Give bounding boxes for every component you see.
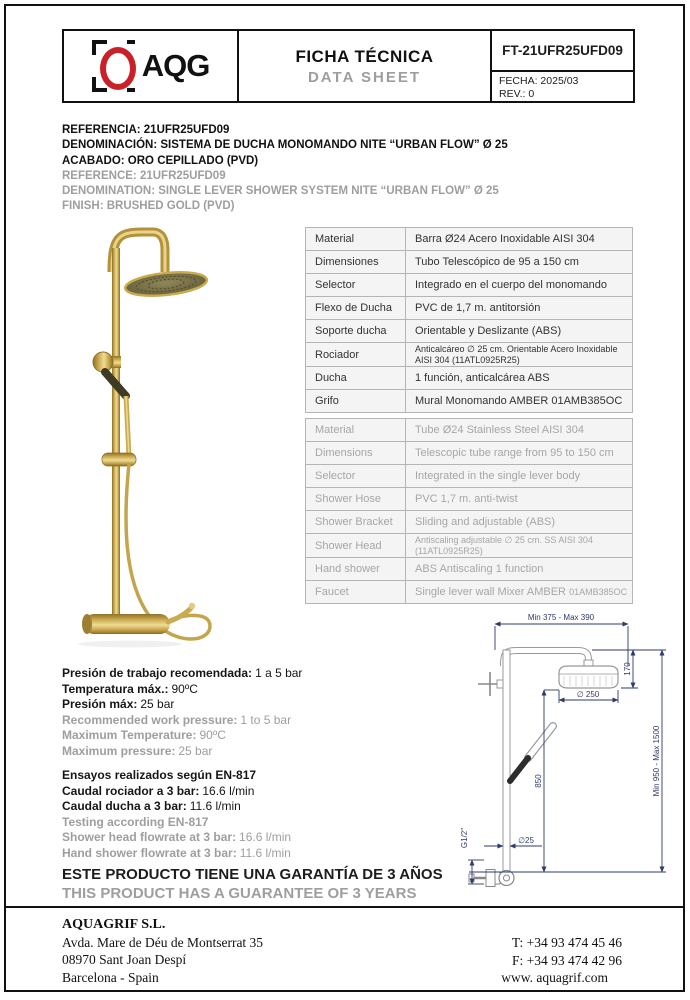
- spec-label: Shower Head: [306, 534, 406, 558]
- spec-value: ABS Antiscaling 1 function: [406, 558, 633, 581]
- spec-value: Tube Ø24 Stainless Steel AISI 304: [406, 419, 633, 442]
- dim-inlet-thread: G1/2": [460, 827, 469, 849]
- spec-label: Rociador: [306, 343, 406, 367]
- spec-value: Telescopic tube range from 95 to 150 cm: [406, 442, 633, 465]
- spec-label: Selector: [306, 274, 406, 297]
- product-photo-image: [58, 222, 280, 652]
- spec-tables: [305, 227, 632, 604]
- spec-label: Faucet: [306, 581, 406, 604]
- spec-value: PVC 1,7 m. anti-twist: [406, 488, 633, 511]
- info-line: Maximum Temperature: 90ºC: [62, 728, 226, 743]
- info-line: Ensayos realizados según EN-817: [62, 768, 257, 782]
- fax-line: F: +34 93 474 42 96: [512, 952, 622, 968]
- tests-block: [62, 768, 291, 862]
- table-row: [306, 228, 633, 251]
- footer-address-block: [62, 916, 263, 986]
- denomination-line: DENOMINACIÓN: SISTEMA DE DUCHA MONOMANDO NITE “URBAN FLOW” Ø 25: [62, 139, 508, 152]
- spec-label: Dimensiones: [306, 251, 406, 274]
- spec-label: Shower Hose: [306, 488, 406, 511]
- spec-value: Antiscaling adjustable ∅ 25 cm. SS AISI 304 (11ATL0925R25): [406, 534, 633, 558]
- document-code: FT-21UFR25UFD09: [492, 31, 633, 72]
- spec-value: Orientable y Deslizante (ABS): [406, 320, 633, 343]
- spec-table-spanish: [305, 227, 633, 413]
- info-line: Shower head flowrate at 3 bar: 16.6 l/min: [62, 830, 292, 845]
- warranty-es: ESTE PRODUCTO TIENE UNA GARANTÍA DE 3 AÑOS: [62, 866, 443, 883]
- table-row: [306, 442, 633, 465]
- table-row: [306, 581, 633, 604]
- spec-label: Flexo de Ducha: [306, 297, 406, 320]
- spec-value-code: 01AMB385OC: [569, 587, 628, 597]
- info-line: Presión máx: 25 bar: [62, 697, 175, 712]
- spec-value: Mural Monomando AMBER 01AMB385OC: [406, 390, 633, 413]
- spec-label: Dimensions: [306, 442, 406, 465]
- spec-value: Integrated in the single lever body: [406, 465, 633, 488]
- pressure-block: [62, 666, 302, 760]
- spec-label: Ducha: [306, 367, 406, 390]
- spec-value: Barra Ø24 Acero Inoxidable AISI 304: [406, 228, 633, 251]
- spec-value: Tubo Telescópico de 95 a 150 cm: [406, 251, 633, 274]
- dim-head-diameter: ∅ 250: [576, 690, 600, 699]
- reference-line: REFERENCIA: 21UFR25UFD09: [62, 124, 230, 136]
- title-cell: [239, 31, 492, 101]
- technical-drawing: [440, 610, 688, 904]
- red-ring-icon: [100, 47, 136, 90]
- dim-top-width: Min 375 - Max 390: [527, 613, 595, 622]
- spec-label: Hand shower: [306, 558, 406, 581]
- info-line: Hand shower flowrate at 3 bar: 11.6 l/min: [62, 845, 291, 860]
- logo-text: AQG: [141, 48, 210, 83]
- table-row: [306, 511, 633, 534]
- info-line: Caudal ducha a 3 bar: 11.6 l/min: [62, 799, 241, 814]
- document-title-en: DATA SHEET: [307, 68, 422, 86]
- doc-info-cell: [492, 31, 633, 101]
- spec-label: Grifo: [306, 390, 406, 413]
- info-line: Maximum pressure: 25 bar: [62, 743, 213, 758]
- address-line: Avda. Mare de Déu de Montserrat 35: [62, 934, 264, 950]
- dim-tube-diameter: ∅25: [518, 836, 534, 845]
- spec-label: Material: [306, 419, 406, 442]
- table-row: [306, 419, 633, 442]
- table-row: [306, 534, 633, 558]
- info-line: Recommended work pressure: 1 to 5 bar: [62, 712, 292, 727]
- table-row: [306, 297, 633, 320]
- document-date: FECHA: 2025/03: [499, 75, 579, 87]
- spec-label: Selector: [306, 465, 406, 488]
- dim-head-drop: 170: [623, 662, 632, 676]
- table-row: [306, 274, 633, 297]
- denomination-line-en: DENOMINATION: SINGLE LEVER SHOWER SYSTEM NITE “URBAN FLOW” Ø 25: [62, 185, 499, 198]
- website-link[interactable]: www. aquagrif.com: [501, 970, 608, 986]
- finish-line-en: FINISH: BRUSHED GOLD (PVD): [62, 200, 235, 213]
- reference-block: [62, 123, 508, 215]
- warranty-en: THIS PRODUCT HAS A GUARANTEE OF 3 YEARS: [62, 885, 417, 902]
- table-row: [306, 488, 633, 511]
- info-line: Caudal rociador a 3 bar: 16.6 l/min: [62, 783, 255, 798]
- footer-divider: [4, 906, 685, 908]
- table-row: [306, 251, 633, 274]
- table-row: [306, 390, 633, 413]
- spec-table-english: [305, 418, 633, 604]
- company-name: AQUAGRIF S.L.: [62, 917, 166, 932]
- table-row: [306, 465, 633, 488]
- reference-line-en: REFERENCE: 21UFR25UFD09: [62, 169, 226, 182]
- dim-total-height: Min 950 - Max 1500: [652, 725, 661, 797]
- dim-bar-height: 850: [534, 774, 543, 788]
- info-line: Temperatura máx.: 90ºC: [62, 681, 198, 696]
- document-revision: REV.: 0: [499, 88, 535, 100]
- spec-value: PVC de 1,7 m. antitorsión: [406, 297, 633, 320]
- aqg-logo-mark-icon: [92, 40, 138, 92]
- table-row: [306, 343, 633, 367]
- spec-value: Single lever wall Mixer AMBER: [415, 586, 566, 598]
- phone-line: T: +34 93 474 45 46: [511, 935, 622, 950]
- table-row: [306, 320, 633, 343]
- spec-value: Sliding and adjustable (ABS): [406, 511, 633, 534]
- spec-value: Anticalcáreo ∅ 25 cm. Orientable Acero Inoxidable AISI 304 (11ATL0925R25): [406, 343, 633, 367]
- spec-value: 1 función, anticalcárea ABS: [406, 367, 633, 390]
- info-line: Testing according EN-817: [62, 814, 209, 829]
- table-row: [306, 558, 633, 581]
- logo-cell: [64, 31, 239, 101]
- warranty-block: [62, 865, 443, 903]
- spec-label: Soporte ducha: [306, 320, 406, 343]
- aqg-logo: [92, 40, 210, 92]
- spec-label: Shower Bracket: [306, 511, 406, 534]
- document-meta: [492, 72, 633, 101]
- address-line: 08970 Sant Joan Despí: [62, 952, 187, 968]
- finish-line: ACABADO: ORO CEPILLADO (PVD): [62, 154, 259, 167]
- address-line: Barcelona - Spain: [62, 969, 159, 985]
- footer-contact-block: [460, 934, 622, 987]
- spec-value: Integrado en el cuerpo del monomando: [406, 274, 633, 297]
- spec-label: Material: [306, 228, 406, 251]
- header-table: [62, 29, 635, 103]
- table-row: [306, 367, 633, 390]
- document-title-es: FICHA TÉCNICA: [295, 46, 434, 66]
- info-line: Presión de trabajo recomendada: 1 a 5 bar: [62, 666, 303, 680]
